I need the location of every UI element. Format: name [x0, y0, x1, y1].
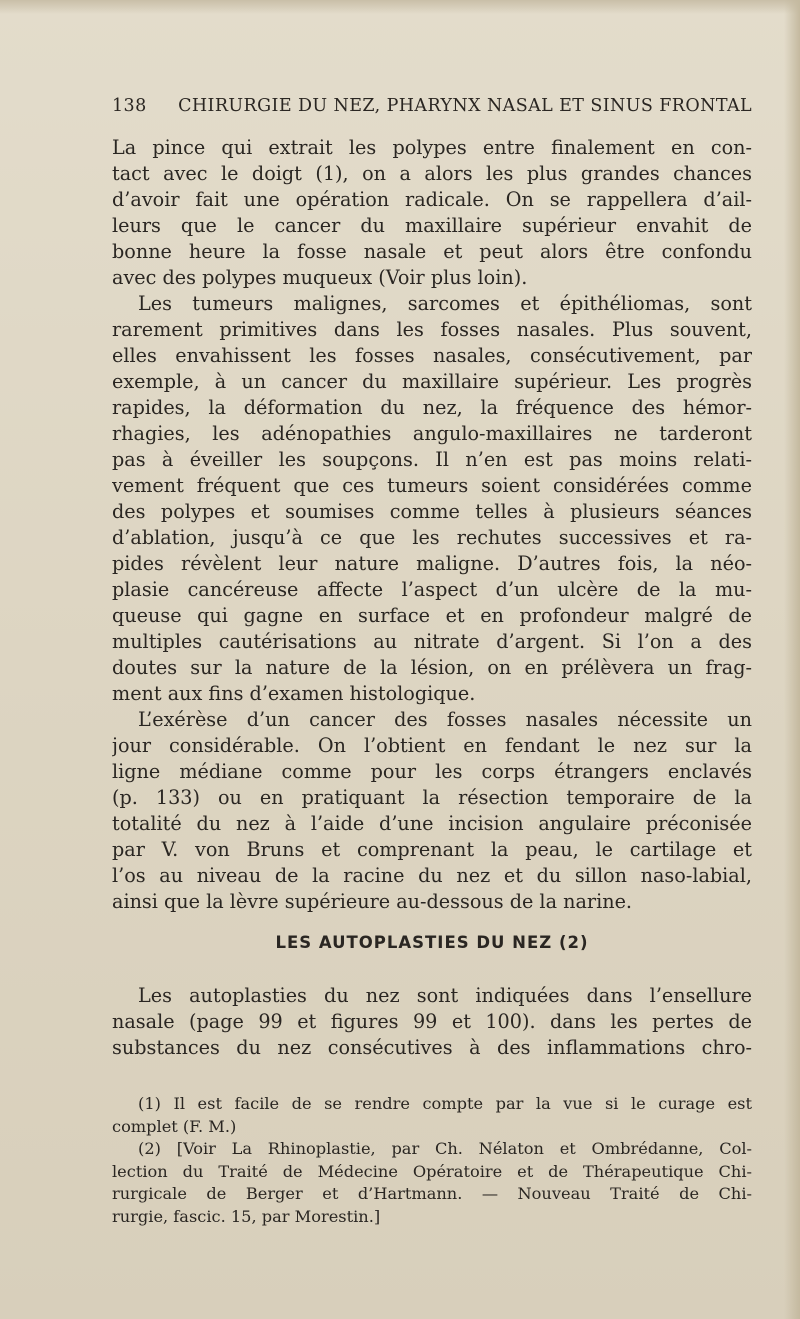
text-line: d’ablation, jusqu’à ce que les rechutes successives et ra- [112, 526, 752, 549]
text-line: ligne médiane comme pour les corps étrangers enclavés [112, 760, 752, 783]
text-line: jour considérable. On l’obtient en fendant le nez sur la [112, 734, 752, 757]
text-line: La pince qui extrait les polypes entre finalement en con- [112, 136, 752, 159]
text-line: doutes sur la nature de la lésion, on en prélèvera un frag- [112, 656, 752, 679]
text-line: pides révèlent leur nature maligne. D’autres fois, la néo- [112, 552, 752, 575]
text-line: rarement primitives dans les fosses nasales. Plus souvent, [112, 318, 752, 341]
footnote-line: (2) [Voir La Rhinoplastie, par Ch. Nélaton et Ombrédanne, Col- [138, 1139, 752, 1158]
text-line: totalité du nez à l’aide d’une incision angulaire préconisée [112, 812, 752, 835]
text-line: Les tumeurs malignes, sarcomes et épithéliomas, sont [138, 292, 752, 315]
text-line: l’os au niveau de la racine du nez et du sillon naso-labial, [112, 864, 752, 887]
text-line: rapides, la déformation du nez, la fréquence des hémor- [112, 396, 752, 419]
footnote-line: rurgie, fascic. 15, par Morestin.] [112, 1206, 381, 1226]
text-line: par V. von Bruns et comprenant la peau, le cartilage et [112, 838, 752, 861]
running-header [112, 96, 752, 116]
page-number: 138 [112, 96, 147, 116]
text-line: substances du nez consécutives à des inflammations chro- [112, 1036, 752, 1059]
text-line: bonne heure la fosse nasale et peut alors être confondu [112, 240, 752, 263]
text-line: ment aux fins d’examen histologique. [112, 682, 476, 705]
text-line: leurs que le cancer du maxillaire supérieur envahit de [112, 214, 752, 237]
text-line: plasie cancéreuse affecte l’aspect d’un ulcère de la mu- [112, 578, 752, 601]
page-top-edge [0, 0, 800, 14]
text-line: elles envahissent les fosses nasales, consécutivement, par [112, 344, 752, 367]
text-line: d’avoir fait une opération radicale. On se rappellera d’ail- [112, 188, 752, 211]
footnote-line: lection du Traité de Médecine Opératoire et de Thérapeutique Chi- [112, 1161, 752, 1181]
text-line: tact avec le doigt (1), on a alors les plus grandes chances [112, 162, 752, 185]
text-line: queuse qui gagne en surface et en profondeur malgré de [112, 604, 752, 627]
section-text [112, 983, 752, 1061]
text-line: ainsi que la lèvre supérieure au-dessous de la narine. [112, 890, 633, 913]
text-line: Les autoplasties du nez sont indiquées dans l’ensellure [138, 984, 752, 1007]
text-line: exemple, à un cancer du maxillaire supérieur. Les progrès [112, 370, 752, 393]
text-line: L’exérèse d’un cancer des fosses nasales nécessite un [138, 708, 752, 731]
text-line: vement fréquent que ces tumeurs soient considérées comme [112, 474, 752, 497]
page-right-edge [784, 0, 800, 1319]
text-line: avec des polypes muqueux (Voir plus loin). [112, 266, 528, 289]
footnote-line: rurgicale de Berger et d’Hartmann. — Nouveau Traité de Chi- [112, 1184, 752, 1203]
text-line: (p. 133) ou en pratiquant la résection temporaire de la [112, 786, 752, 809]
text-line: pas à éveiller les soupçons. Il n’en est pas moins relati- [112, 448, 752, 471]
running-title: CHIRURGIE DU NEZ, PHARYNX NASAL ET SINUS FRONTAL [178, 96, 752, 116]
main-text [112, 135, 752, 915]
text-line: rhagies, les adénopathies angulo-maxillaires ne tarderont [112, 422, 752, 445]
text-line: multiples cautérisations au nitrate d’argent. Si l’on a des [112, 630, 752, 653]
footnotes [112, 1093, 752, 1228]
footnote-line: complet (F. M.) [112, 1116, 237, 1136]
section-title: LES AUTOPLASTIES DU NEZ (2) [275, 933, 589, 952]
text-line: des polypes et soumises comme telles à plusieurs séances [112, 500, 752, 523]
text-line: nasale (page 99 et figures 99 et 100). dans les pertes de [112, 1010, 752, 1033]
footnote-line: (1) Il est facile de se rendre compte par la vue si le curage est [138, 1094, 752, 1113]
